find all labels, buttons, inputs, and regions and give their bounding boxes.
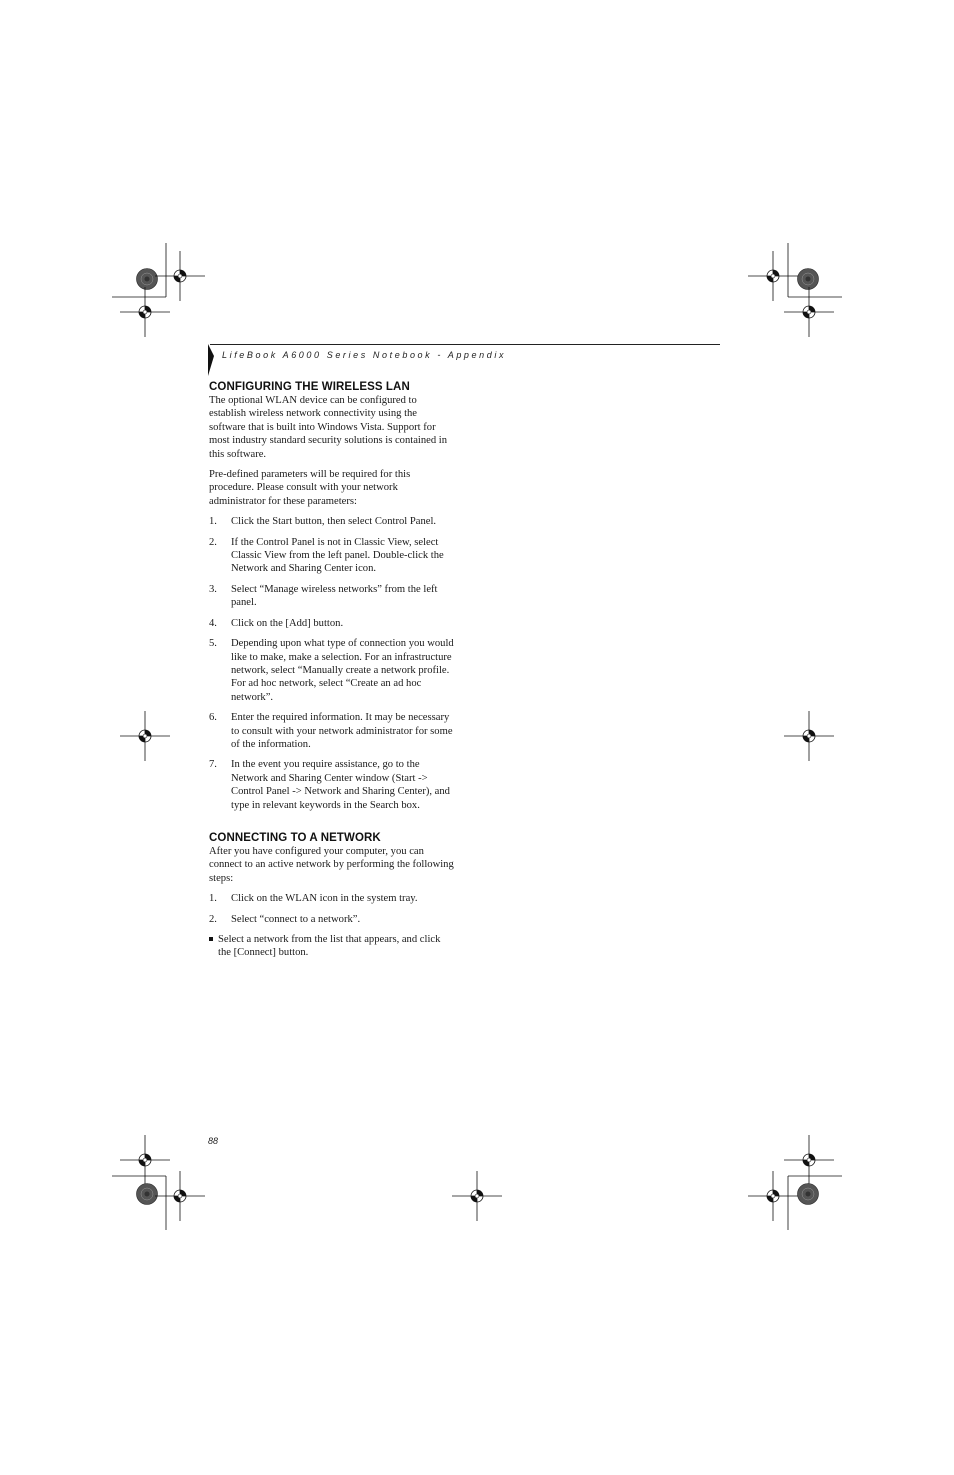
- list-item: [209, 536, 455, 576]
- list-item: [209, 515, 455, 528]
- step-number: 1.: [209, 893, 217, 905]
- main-content: [209, 381, 455, 960]
- step-number: 4.: [209, 617, 217, 629]
- list-item: [209, 913, 455, 926]
- bullet-text: Select a network from the list that appears, and click the [Connect] button.: [218, 934, 441, 959]
- step-text: Click the Start button, then select Control Panel.: [231, 516, 437, 528]
- bullet-square-icon: [209, 937, 213, 941]
- paragraph-connect-intro: After you have configured your computer, you can connect to an active network by performing the following steps:: [209, 845, 454, 884]
- step-number: 2.: [209, 536, 217, 548]
- list-item: [209, 711, 455, 751]
- step-number: 7.: [209, 759, 217, 771]
- list-item: [209, 758, 455, 812]
- list-item: [209, 637, 455, 704]
- step-text: Select “connect to a network”.: [231, 913, 361, 925]
- step-number: 2.: [209, 913, 217, 925]
- list-item: [209, 583, 455, 610]
- connect-steps-list: [209, 892, 455, 926]
- list-item: [209, 892, 455, 905]
- header-rule: [210, 344, 720, 345]
- step-text: If the Control Panel is not in Classic View, select Classic View from the left panel. Double-click the Network and Sharing Center icon.: [231, 536, 444, 575]
- step-text: Depending upon what type of connection you would like to make, make a selection. For an infrastructure network, select “Manually create a network profile. For ad hoc network, select “Create an ad hoc network”.: [231, 638, 454, 703]
- step-number: 5.: [209, 638, 217, 650]
- step-number: 6.: [209, 712, 217, 724]
- step-text: Select “Manage wireless networks” from the left panel.: [231, 583, 438, 609]
- running-head: LifeBook A6000 Series Notebook - Appendix: [222, 350, 507, 360]
- paragraph-intro: The optional WLAN device can be configured to establish wireless network connectivity using the software that is built into Windows Vista. Support for most industry standard security solutions is contained in this software.: [209, 395, 448, 460]
- page-number: 88: [208, 1136, 219, 1146]
- section-heading-connecting: CONNECTING TO A NETWORK: [209, 831, 381, 844]
- header-corner-mark: [208, 344, 218, 376]
- step-text: Click on the [Add] button.: [231, 617, 344, 629]
- bullet-item: [209, 933, 455, 960]
- paragraph-parameters: Pre-defined parameters will be required for this procedure. Please consult with your network administrator for these parameters:: [209, 469, 411, 507]
- step-number: 1.: [209, 516, 217, 528]
- section-heading-configuring: CONFIGURING THE WIRELESS LAN: [209, 381, 410, 393]
- step-text: In the event you require assistance, go to the Network and Sharing Center window (Start -> Control Panel -> Network and Sharing Center), and type in relevant keywords in the Search box.: [231, 759, 450, 811]
- step-text: Enter the required information. It may be necessary to consult with your network administrator for some of the information.: [231, 712, 453, 750]
- step-number: 3.: [209, 583, 217, 595]
- list-item: [209, 617, 455, 630]
- step-text: Click on the WLAN icon in the system tray.: [231, 893, 418, 905]
- configure-steps-list: [209, 515, 455, 812]
